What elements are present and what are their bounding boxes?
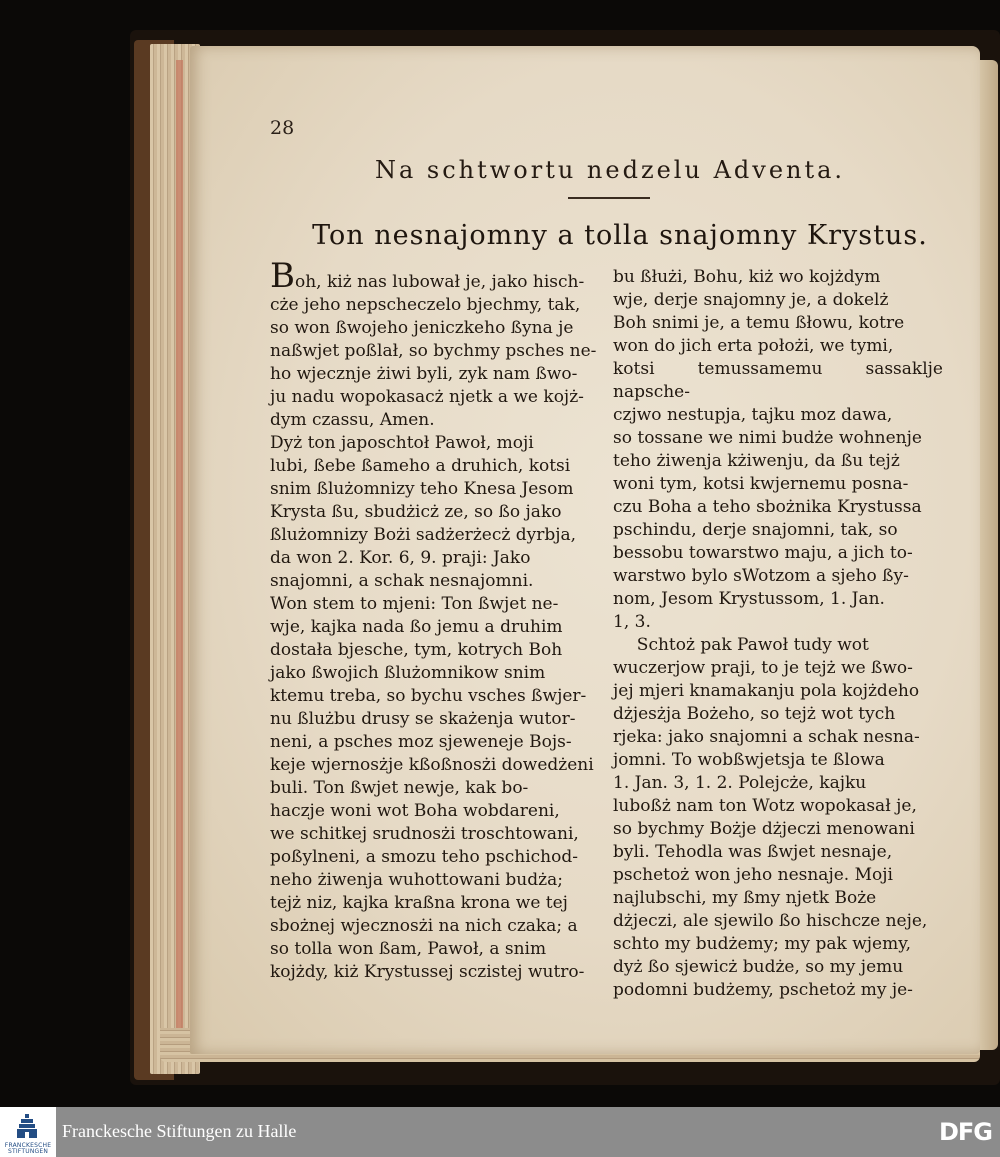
francke-emblem-icon xyxy=(16,1113,38,1139)
heading-rule xyxy=(568,197,650,199)
footer-bar xyxy=(0,1107,1000,1157)
paragraph xyxy=(270,256,602,432)
left-text-column xyxy=(270,256,602,984)
page-curl xyxy=(978,60,998,1050)
institution-name[interactable]: Franckesche Stiftungen zu Halle xyxy=(62,1121,297,1141)
paragraph-text: oh, kiż nas lubował je, jako hisch- cże jeho nepscheczelo bjechmy, tak, so won ßwojeho jeniczkeho ßyna je naßwjet poßlał, so bychmy psches ne- ho wjecznje żiwi byli, zyk nam ßwo- ju nadu wopokasacż njetk a we kojż- dym czassu, Amen. xyxy=(270,272,597,430)
paragraph: Schtoż pak Pawoł tudy wot wuczerjow praji, to je tejż we ßwo- jej mjeri knamakanju pola kojżdeho dżjesżja Bożeho, so tejż wot tych rjeka: jako snajomni a schak nesna- jomni. To wobßwjetsja te ßlowa 1. Jan. 3, 1. 2. Polejcże, kajku luboßż nam ton Wotz wopokasał je, so bychmy Bożje dżjeczi menowani byli. Tehodla was ßwjet nesnaje, pschetoż won jeho nesnaje. Moji najlubschi, my ßmy njetk Boże dżjeczi, ale sjewilo ßo hischcze neje, schto my budżemy; my pak wjemy, dyż ßo sjewicż budże, so my jemu podomni budżemy, pschetoż my je- xyxy=(613,635,928,1000)
page-number: 28 xyxy=(270,117,295,139)
francke-logo[interactable] xyxy=(0,1107,56,1157)
red-page-edge xyxy=(176,60,183,1040)
paragraph: Dyż ton japoschtoł Pawoł, moji lubi, ßebe ßameho a druhich, kotsi snim ßlużomnizy teho Knesa Jesom Krysta ßu, sbudżicż ze, so ßo jako ßlużomnizy Bożi sadżerżecż dyrbja, da won 2. Kor. 6, 9. praji: Jako snajomni, a schak nesnajomni. Won stem to mjeni: Ton ßwjet ne- wje, kajka nada ßo jemu a druhim dostała bjesche, tym, kotrych Boh jako ßwojich ßlużomnikow snim ktemu treba, so bychu vsches ßwjer- nu ßlużbu drusy se skażenja wutor- neni, a psches moz sjeweneje Bojs- keje wjernosżje kßoßnosżi dowedżeni buli. Ton ßwjet newje, kak bo- haczje woni wot Boha wobdareni, we schitkej srudnosżi troschtowani, poßylneni, a smozu teho pschichod- neho żiwenja wuhottowani budża; tejż niz, kajka kraßna krona we tej sbożnej wjecznosżi na nich czaka; a so tolla won ßam, Pawoł, a snim kojżdy, kiż Krystussej sczistej wutro- xyxy=(270,433,594,982)
drop-cap: B xyxy=(270,256,295,296)
page-heading: Na schtwortu nedzelu Adventa. xyxy=(374,156,846,184)
dfg-logo[interactable]: DFG xyxy=(938,1118,992,1146)
logo-text: FRANCKESCHE STIFTUNGEN xyxy=(4,1142,52,1155)
page-subheading: Ton nesnajomny a tolla snajomny Krystus. xyxy=(312,220,928,251)
paragraph: bu ßłużi, Bohu, kiż wo kojżdym wje, derje snajomny je, a dokelż Boh snimi je, a temu ßłowu, kotre won do jich erta położi, we tymi, kotsi temussamemu sassaklje napsche- czjwo nestupja, tajku moz dawa, so tossane we nimi budże wohnenje teho żiwenja kżiwenju, da ßu tejż woni tym, kotsi kwjernemu posna- czu Boha a teho sbożnika Krystussa pschindu, derje snajomni, tak, so bessobu towarstwo maju, a jich to- warstwo bylo sWotzom a sjeho ßy- nom, Jesom Krystussom, 1. Jan. 1, 3. xyxy=(613,267,943,632)
right-text-column xyxy=(613,266,943,1002)
